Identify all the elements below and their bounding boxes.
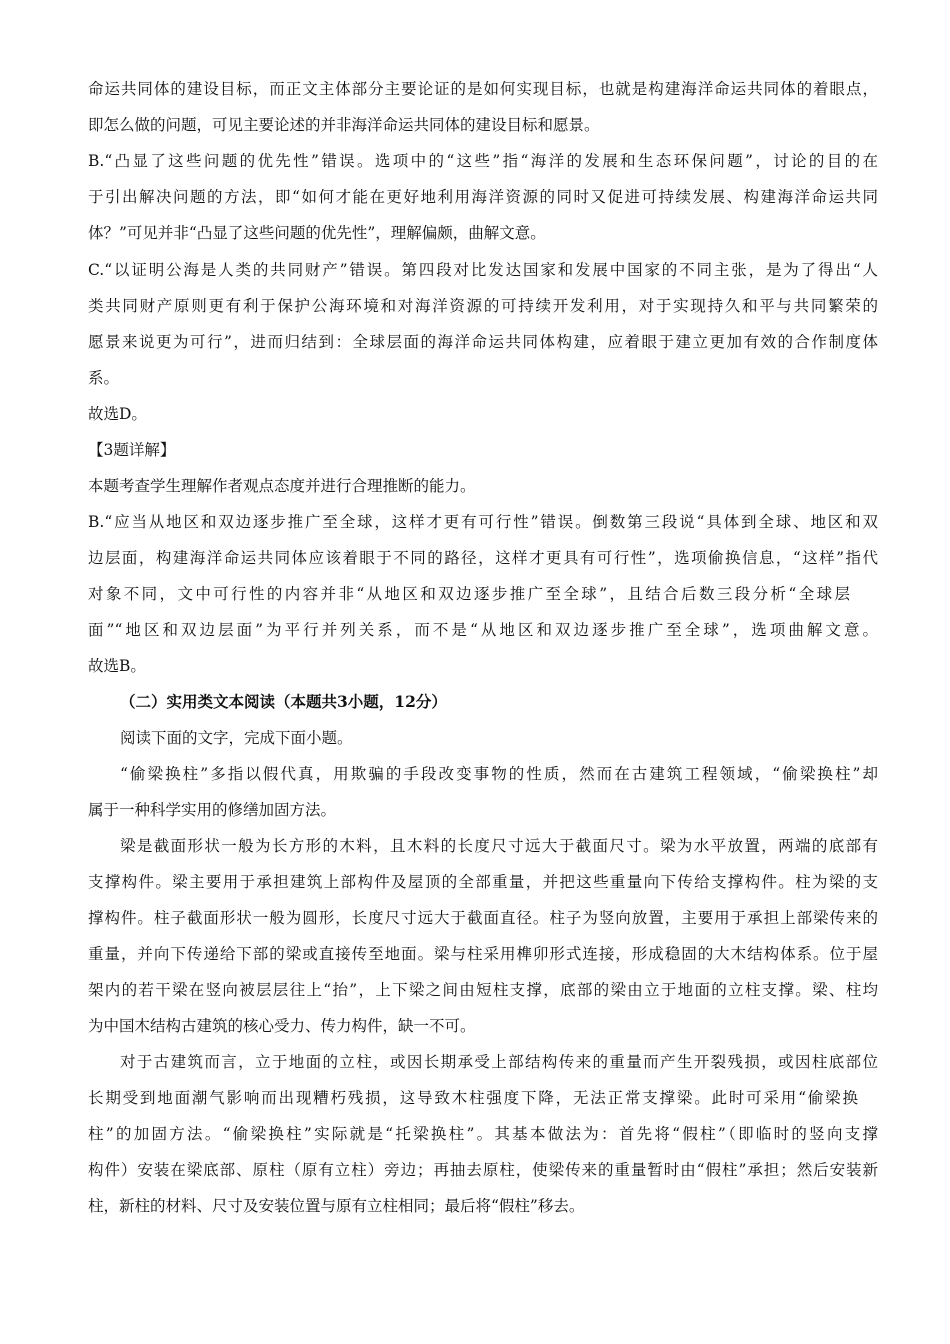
passage-line-3: 梁是截面形状一般为长方形的木料，且木料的长度尺寸远大于截面尺寸。梁为水平放置，两端的底部有 [120,837,878,855]
q3-line-5: 面”“地区和双边层面”为平行并列关系，而不是“从地区和双边逐步推广至全球”，选项曲解文意。 [88,621,878,639]
passage-line-1: “偷梁换柱”多指以假代真，用欺骗的手段改变事物的性质，然而在古建筑工程领域，“偷梁换柱”却 [120,765,878,783]
q3-answer: 故选B。 [88,657,146,675]
q2-line-6: C.“以证明公海是人类的共同财产”错误。第四段对比发达国家和发展中国家的不同主张，是为了得出“人 [88,261,878,279]
q2-line-5: 体？”可见并非“凸显了这些问题的优先性”，理解偏颇，曲解文意。 [88,224,546,242]
q3-line-1: 本题考查学生理解作者观点态度并进行合理推断的能力。 [88,477,476,495]
passage-line-8: 为中国木结构古建筑的核心受力、传力构件，缺一不可。 [88,1017,476,1035]
passage-line-7: 架内的若干梁在竖向被层层往上“抬”，上下梁之间由短柱支撑，底部的梁由立于地面的立柱支撑。梁、柱均 [88,981,878,999]
q2-line-8: 愿景来说更为可行”，进而归结到：全球层面的海洋命运共同体构建，应着眼于建立更加有效的合作制度体 [88,333,878,351]
q2-line-9: 系。 [88,369,120,387]
q2-line-1: 命运共同体的建设目标，而正文主体部分主要论证的是如何实现目标，也就是构建海洋命运共同体的着眼点， [88,80,878,98]
passage-line-12: 构件）安装在梁底部、原柱（原有立柱）旁边；再抽去原柱，使梁传来的重量暂时由“假柱”承担；然后安装新 [88,1161,878,1179]
q2-line-7: 类共同财产原则更有利于保护公海环境和对海洋资源的可持续开发利用，对于实现持久和平与共同繁荣的 [88,297,878,315]
passage-line-6: 重量，并向下传递给下部的梁或直接传至地面。梁与柱采用榫卯形式连接，形成稳固的大木结构体系。位于屋 [88,945,878,963]
passage-line-10: 长期受到地面潮气影响而出现糟朽残损，这导致木柱强度下降，无法正常支撑梁。此时可采用“偷梁换 [88,1089,858,1107]
q2-line-3: B.“凸显了这些问题的优先性”错误。选项中的“这些”指“海洋的发展和生态环保问题”，讨论的目的在 [88,152,878,170]
q3-line-3: 边层面，构建海洋命运共同体应该着眼于不同的路径，这样才更具有可行性”，选项偷换信息，“这样”指代 [88,549,878,567]
passage-line-5: 撑构件。柱子截面形状一般为圆形，长度尺寸远大于截面直径。柱子为竖向放置，主要用于承担上部梁传来的 [88,909,878,927]
passage-line-4: 支撑构件。梁主要用于承担建筑上部构件及屋顶的全部重量，并把这些重量向下传给支撑构件。柱为梁的支 [88,873,878,891]
q3-line-4: 对象不同，文中可行性的内容并非“从地区和双边逐步推广至全球”，且结合后数三段分析“全球层 [88,585,850,603]
passage-line-13: 柱，新柱的材料、尺寸及安装位置与原有立柱相同；最后将“假柱”移去。 [88,1197,585,1215]
instruction: 阅读下面的文字，完成下面小题。 [120,729,353,747]
q3-line-2: B.“应当从地区和双边逐步推广至全球，这样才更有可行性”错误。倒数第三段说“具体到全球、地区和双 [88,513,878,531]
passage-line-11: 柱”的加固方法。“偷梁换柱”实际就是“托梁换柱”。其基本做法为：首先将“假柱”（即临时的竖向支撑 [88,1125,878,1143]
q3-heading: 【3题详解】 [88,441,176,459]
section-title: （二）实用类文本阅读（本题共3小题，12分） [120,692,447,711]
q2-answer: 故选D。 [88,405,147,423]
passage-line-2: 属于一种科学实用的修缮加固方法。 [88,801,337,819]
q2-line-2: 即怎么做的问题，可见主要论述的并非海洋命运共同体的建设目标和愿景。 [88,116,600,134]
q2-line-4: 于引出解决问题的方法，即“如何才能在更好地利用海洋资源的同时又促进可持续发展、构建海洋命运共同 [88,188,878,206]
passage-line-9: 对于古建筑而言，立于地面的立柱，或因长期承受上部结构传来的重量而产生开裂残损，或因柱底部位 [120,1053,878,1071]
